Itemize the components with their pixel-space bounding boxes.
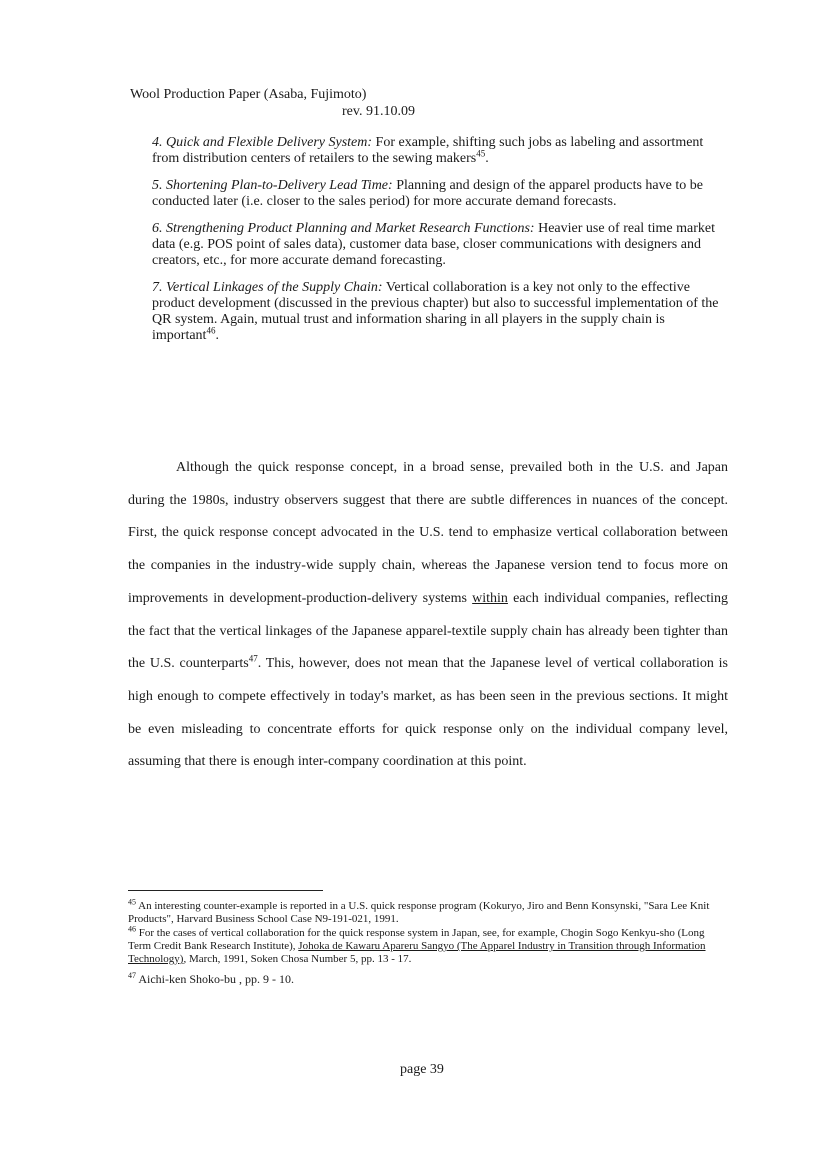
footnote-text: Aichi-ken Shoko-bu , pp. 9 - 10. <box>138 972 294 986</box>
list-item <box>152 280 732 344</box>
footnote-number: 46 <box>128 924 136 934</box>
list-item-text: For example, shifting such jobs as labeling and assortment from distribution centers of retailers to the sewing makers <box>152 135 704 166</box>
list-item-end: . <box>485 151 489 166</box>
footnote-text: An interesting counter-example is reported in a U.S. quick response program (Kokuryo, Jiro and Benn Konsynski, "Sara Lee Knit Products", Harvard Business School Case N9-191-021, 1991. <box>128 900 710 925</box>
list-item <box>152 135 732 167</box>
list-item-heading: 6. Strengthening Product Planning and Market Research Functions: <box>152 221 535 236</box>
list-item-heading: 4. Quick and Flexible Delivery System: <box>152 135 373 150</box>
paragraph-text: each individual companies, reflecting the fact that the vertical linkages of the Japanese apparel-textile supply chain has already been tighter than the U.S. counterparts <box>128 590 729 672</box>
footnote-number: 47 <box>128 971 136 980</box>
footnote-ref: 45 <box>476 148 486 159</box>
list-item-text: Planning and design of the apparel products have to be conducted later (i.e. closer to the sales period) for more accurate demand forecasts. <box>152 178 703 209</box>
qr-elements-list <box>152 135 732 355</box>
list-item-end: . <box>215 328 219 343</box>
footnote-ref: 47 <box>248 653 258 664</box>
footnote-separator <box>128 890 323 891</box>
revision-date: rev. 91.10.09 <box>342 104 415 119</box>
body-paragraph <box>128 452 728 779</box>
paragraph-text: . This, however, does not mean that the Japanese level of vertical collaboration is high enough to compete effectively in today's market, as has been seen in the previous sections. It might be even misleading to concentrate efforts for quick response only on the individual company level, assuming that there is enough inter-company coordination at this point. <box>128 656 728 770</box>
list-item-heading: 7. Vertical Linkages of the Supply Chain: <box>152 280 383 295</box>
list-item <box>152 178 732 210</box>
list-item-text: Vertical collaboration is a key not only to the effective product development (discussed in the previous chapter) but also to successful implementation of the QR system. Again, mutual trust and information sharing in all players in the supply chain is important <box>152 280 719 343</box>
footnote-46 <box>128 924 728 966</box>
footnote-47 <box>128 973 728 986</box>
emphasis-within: within <box>472 590 508 606</box>
page-number: page 39 <box>400 1062 444 1077</box>
footnotes <box>128 897 728 987</box>
footnote-text: For the cases of vertical collaboration for the quick response system in Japan, see, for example, Chogin Sogo Kenkyu-sho (Long Term Credit Bank Research Institute), <box>128 927 705 952</box>
footnote-text: , March, 1991, Soken Chosa Number 5, pp. 13 - 17. <box>183 953 412 965</box>
cited-title: Johoka de Kawaru Apareru Sangyo (The Apparel Industry in Transition through Information Technology) <box>128 940 706 965</box>
paragraph-text: Although the quick response concept, in a broad sense, prevailed both in the U.S. and Japan during the 1980s, industry observers suggest that there are subtle differences in nuances of the concept. First, the quick response concept advocated in the U.S. tend to emphasize vertical collaboration between the companies in the industry-wide supply chain, whereas the Japanese version tend to focus more on improvements in development-production-delivery systems <box>128 460 728 606</box>
list-item <box>152 221 732 269</box>
footnote-number: 45 <box>128 897 136 907</box>
list-item-heading: 5. Shortening Plan-to-Delivery Lead Time: <box>152 178 393 193</box>
running-header: Wool Production Paper (Asaba, Fujimoto) <box>130 87 367 102</box>
footnote-45 <box>128 897 728 926</box>
list-item-text: Heavier use of real time market data (e.g. POS point of sales data), customer data base, closer communications with designers and creators, etc., for more accurate demand forecasting. <box>152 221 715 268</box>
footnote-ref: 46 <box>206 325 216 336</box>
